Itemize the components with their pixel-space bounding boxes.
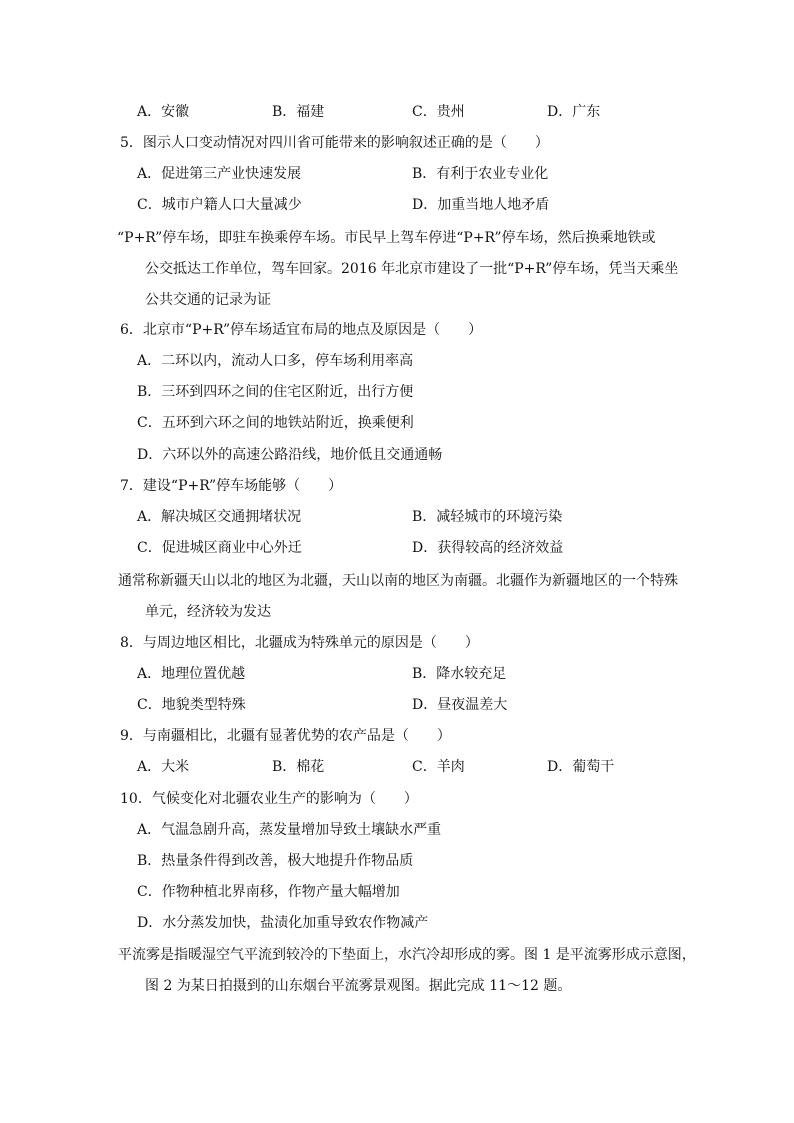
q7-option-d: D．获得较高的经济效益 (412, 540, 564, 556)
q10-stem: 10．气候变化对北疆农业生产的影响为（ ） (120, 791, 418, 807)
q7-option-b: B．减轻城市的环境污染 (412, 509, 563, 525)
q8-stem: 8．与周边地区相比，北疆成为特殊单元的原因是（ ） (120, 635, 479, 651)
passage-fog-line-1: 平流雾是指暖湿空气平流到较冷的下垫面上，水汽冷却形成的雾。图 1 是平流雾形成示意图， (118, 947, 696, 963)
passage-pr-line-3: 公共交通的记录为证 (145, 292, 271, 308)
q6-stem: 6．北京市“P+R”停车场适宜布局的地点及原因是（ ） (120, 322, 483, 338)
q4-option-d: D．广东 (547, 104, 601, 120)
passage-pr-line-2: 公交抵达工作单位，驾车回家。2016 年北京市建设了一批“P+R”停车场，凭当天乘坐 (145, 261, 679, 277)
q5-option-a: A．促进第三产业快速发展 (137, 166, 302, 182)
passage-bj-line-1: 通常称新疆天山以北的地区为北疆，天山以南的地区为南疆。北疆作为新疆地区的一个特殊 (118, 573, 678, 589)
q9-option-d: D．葡萄干 (547, 759, 615, 775)
q8-option-d: D．昼夜温差大 (412, 697, 508, 713)
q6-option-a: A．二环以内，流动人口多，停车场利用率高 (137, 353, 414, 369)
q9-option-c: C．羊肉 (412, 759, 465, 775)
q8-option-b: B．降水较充足 (412, 666, 507, 682)
q7-option-c: C．促进城区商业中心外迁 (137, 540, 302, 556)
q8-option-a: A．地理位置优越 (137, 666, 246, 682)
q10-option-a: A．气温急剧升高，蒸发量增加导致土壤缺水严重 (137, 822, 442, 838)
q4-option-c: C．贵州 (412, 104, 465, 120)
q9-option-b: B．棉花 (272, 759, 325, 775)
passage-fog-line-2: 图 2 为某日拍摄到的山东烟台平流雾景观图。据此完成 11～12 题。 (145, 978, 572, 994)
q10-option-d: D．水分蒸发加快，盐渍化加重导致农作物减产 (137, 915, 429, 931)
q6-option-d: D．六环以外的高速公路沿线，地价低且交通通畅 (137, 447, 443, 463)
q7-stem: 7．建设“P+R”停车场能够（ ） (120, 478, 343, 494)
q8-option-c: C．地貌类型特殊 (137, 697, 246, 713)
q5-option-d: D．加重当地人地矛盾 (412, 197, 550, 213)
q5-option-b: B．有利于农业专业化 (412, 166, 549, 182)
q5-stem: 5．图示人口变动情况对四川省可能带来的影响叙述正确的是（ ） (120, 135, 549, 151)
passage-bj-line-2: 单元，经济较为发达 (145, 604, 271, 620)
q6-option-b: B．三环到四环之间的住宅区附近，出行方便 (137, 384, 414, 400)
q4-option-b: B．福建 (272, 104, 325, 120)
q9-stem: 9．与南疆相比，北疆有显著优势的农产品是（ ） (120, 728, 451, 744)
q5-option-c: C．城市户籍人口大量减少 (137, 197, 302, 213)
q4-option-a: A．安徽 (137, 104, 190, 120)
q10-option-b: B．热量条件得到改善，极大地提升作物品质 (137, 853, 414, 869)
q6-option-c: C．五环到六环之间的地铁站附近，换乘便利 (137, 415, 414, 431)
passage-pr-line-1: “P+R”停车场，即驻车换乘停车场。市民早上驾车停进“P+R”停车场，然后换乘地铁或 (117, 230, 656, 246)
q7-option-a: A．解决城区交通拥堵状况 (137, 509, 302, 525)
q10-option-c: C．作物种植北界南移，作物产量大幅增加 (137, 884, 400, 900)
q9-option-a: A．大米 (137, 759, 190, 775)
